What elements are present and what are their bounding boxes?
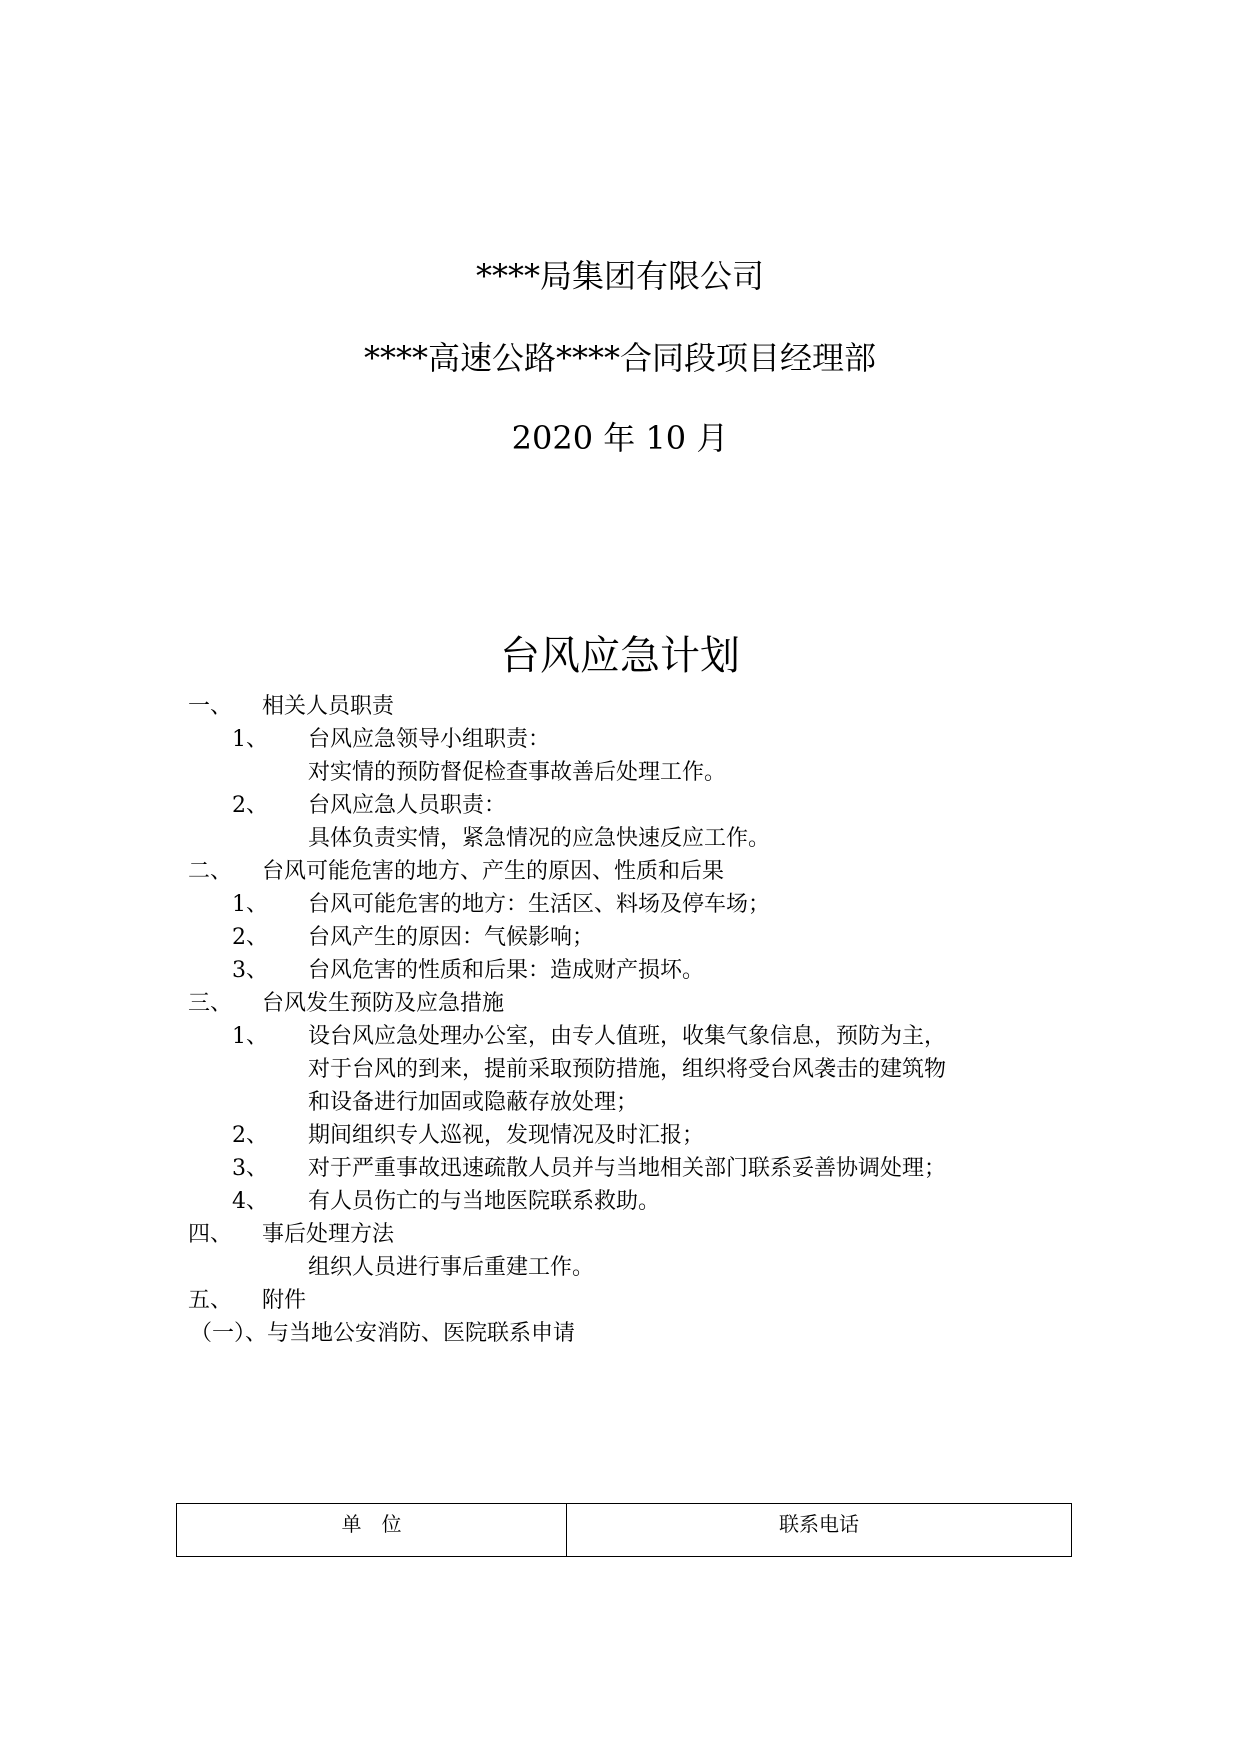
item-text: 有人员伤亡的与当地医院联系救助。 xyxy=(308,1189,661,1214)
item-continuation: 组织人员进行事后重建工作。 xyxy=(308,1255,595,1280)
contact-table xyxy=(176,1503,1072,1557)
item-text: 设台风应急处理办公室，由专人值班，收集气象信息，预防为主， xyxy=(308,1024,947,1049)
item-number: 2、 xyxy=(232,925,268,950)
item-continuation: 和设备进行加固或隐蔽存放处理； xyxy=(308,1090,639,1115)
item-text: 台风应急人员职责： xyxy=(308,793,507,818)
item-number: 2、 xyxy=(232,793,268,818)
item-text: 对于严重事故迅速疏散人员并与当地相关部门联系妥善协调处理； xyxy=(308,1156,947,1181)
section-heading: 台风发生预防及应急措施 xyxy=(262,991,505,1016)
document-date: 2020 年 10 月 xyxy=(511,419,729,457)
table-header-unit: 单 位 xyxy=(177,1504,567,1556)
item-number: 1、 xyxy=(232,1024,268,1049)
item-text: 台风可能危害的地方：生活区、料场及停车场； xyxy=(308,892,771,917)
document-title: 台风应急计划 xyxy=(500,633,740,679)
section-number: 二、 xyxy=(188,859,233,884)
section-number: 三、 xyxy=(188,991,233,1016)
item-number: 4、 xyxy=(232,1189,268,1214)
item-continuation: 对实情的预防督促检查事故善后处理工作。 xyxy=(308,760,727,785)
item-number: 3、 xyxy=(232,958,268,983)
item-continuation: 对于台风的到来，提前采取预防措施，组织将受台风袭击的建筑物 xyxy=(308,1057,947,1082)
section-heading: 台风可能危害的地方、产生的原因、性质和后果 xyxy=(262,859,725,884)
table-header-phone: 联系电话 xyxy=(779,1512,859,1536)
item-continuation: 具体负责实情，紧急情况的应急快速反应工作。 xyxy=(308,826,771,851)
item-number: 1、 xyxy=(232,892,268,917)
item-number: 3、 xyxy=(232,1156,268,1181)
section-heading: 附件 xyxy=(262,1288,307,1313)
item-number: 1、 xyxy=(232,727,268,752)
section-number: 五、 xyxy=(188,1288,233,1313)
item-text: 台风产生的原因：气候影响； xyxy=(308,925,595,950)
section-heading: 事后处理方法 xyxy=(262,1222,395,1247)
attachment-heading: （一）、与当地公安消防、医院联系申请 xyxy=(190,1321,576,1346)
item-text: 期间组织专人巡视，发现情况及时汇报； xyxy=(308,1123,705,1148)
item-number: 2、 xyxy=(232,1123,268,1148)
section-heading: 相关人员职责 xyxy=(262,694,395,719)
company-name: ****局集团有限公司 xyxy=(475,257,764,295)
item-text: 台风应急领导小组职责： xyxy=(308,727,551,752)
section-number: 四、 xyxy=(188,1222,233,1247)
section-number: 一、 xyxy=(188,694,233,719)
item-text: 台风危害的性质和后果：造成财产损坏。 xyxy=(308,958,705,983)
project-department: ****高速公路****合同段项目经理部 xyxy=(363,339,876,377)
